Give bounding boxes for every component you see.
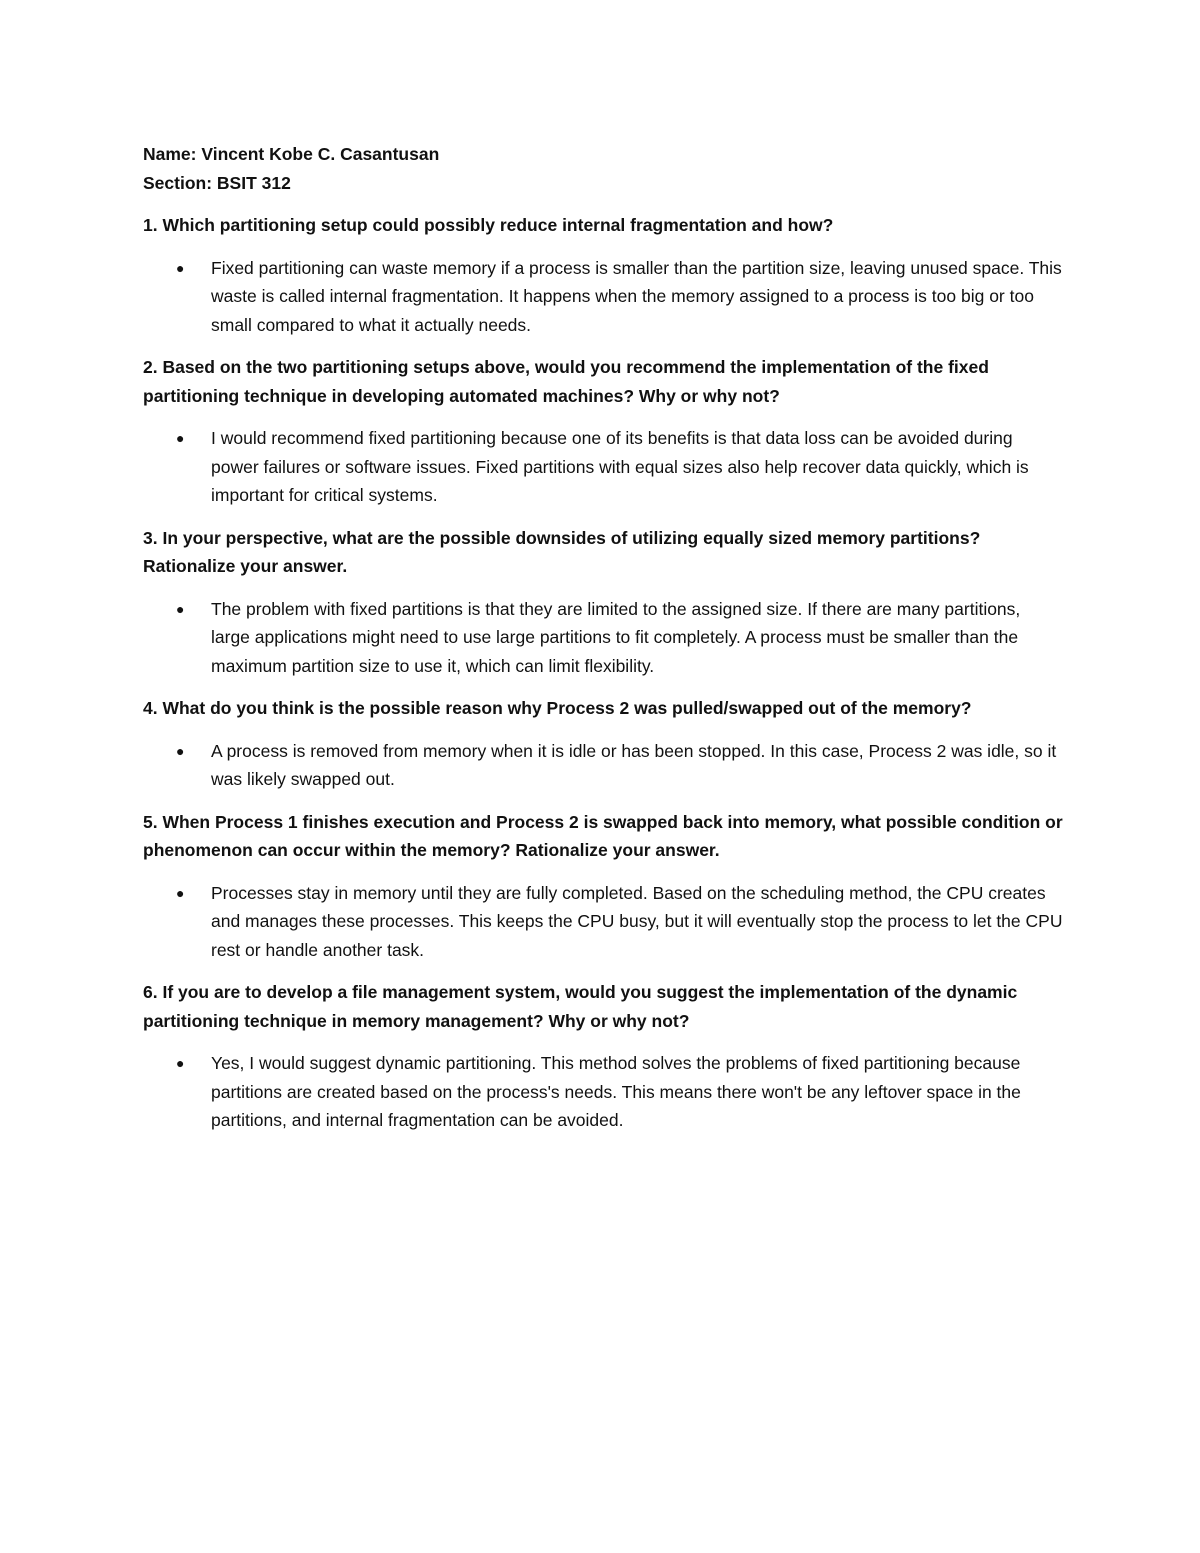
qa-item-3 [143,524,1063,681]
student-section: Section: BSIT 312 [143,172,291,193]
bullet-icon: ● [176,742,185,759]
answer-item [143,254,1063,340]
answer-list [143,737,1063,794]
document-page [143,140,1063,1149]
answer-item [143,424,1063,510]
answer-list [143,424,1063,510]
answer-text: Processes stay in memory until they are fully completed. Based on the scheduling method, the CPU creates and manages these processes. This keeps the CPU busy, but it will eventually stop the process to let the CPU rest or handle another task. [211,882,1063,960]
answer-text: The problem with fixed partitions is that they are limited to the assigned size. If there are many partitions, large applications might need to use large partitions to fit completely. A process must be smaller than the maximum partition size to use it, which can limit flexibility. [211,598,1021,676]
qa-item-5 [143,808,1063,965]
qa-item-6 [143,978,1063,1135]
answer-text: Fixed partitioning can waste memory if a process is smaller than the partition size, leaving unused space. This waste is called internal fragmentation. It happens when the memory assigned to a process is too big or too small compared to what it actually needs. [211,257,1062,335]
question-text: 2. Based on the two partitioning setups above, would you recommend the implementation of the fixed partitioning technique in developing automated machines? Why or why not? [143,357,989,406]
answer-text: I would recommend fixed partitioning because one of its benefits is that data loss can be avoided during power failures or software issues. Fixed partitions with equal sizes also help recover data quickly, which is important for critical systems. [211,428,1029,505]
answer-item [143,1049,1063,1135]
answer-text: A process is removed from memory when it is idle or has been stopped. In this case, Process 2 was idle, so it was likely swapped out. [211,740,1057,789]
answer-list [143,254,1063,340]
question-text: 3. In your perspective, what are the possible downsides of utilizing equally sized memory partitions? Rationalize your answer. [143,527,981,576]
answer-item [143,595,1063,681]
student-info [143,140,1063,197]
bullet-icon: ● [176,430,185,446]
bullet-icon: ● [176,259,185,276]
answer-item [143,879,1063,965]
answer-item [143,737,1063,794]
answer-text: Yes, I would suggest dynamic partitioning. This method solves the problems of fixed partitioning because partitions are created based on the process's needs. This means there won't be any leftover space in the partitions, and internal fragmentation can be avoided. [211,1053,1021,1130]
bullet-icon: ● [176,600,185,617]
answer-list [143,879,1063,965]
question-text: 4. What do you think is the possible reason why Process 2 was pulled/swapped out of the memory? [143,698,972,718]
question-text: 1. Which partitioning setup could possibly reduce internal fragmentation and how? [143,215,834,235]
qa-item-2 [143,353,1063,510]
answer-list [143,595,1063,681]
student-name: Name: Vincent Kobe C. Casantusan [143,144,440,164]
question-text: 5. When Process 1 finishes execution and Process 2 is swapped back into memory, what possible condition or phenomenon can occur within the memory? Rationalize your answer. [143,811,1063,860]
bullet-icon: ● [176,884,185,901]
question-text: 6. If you are to develop a file management system, would you suggest the implementation of the dynamic partitioning technique in memory management? Why or why not? [143,982,1018,1031]
answer-list [143,1049,1063,1135]
bullet-icon: ● [176,1055,185,1071]
qa-item-1 [143,211,1063,339]
qa-item-4 [143,694,1063,794]
